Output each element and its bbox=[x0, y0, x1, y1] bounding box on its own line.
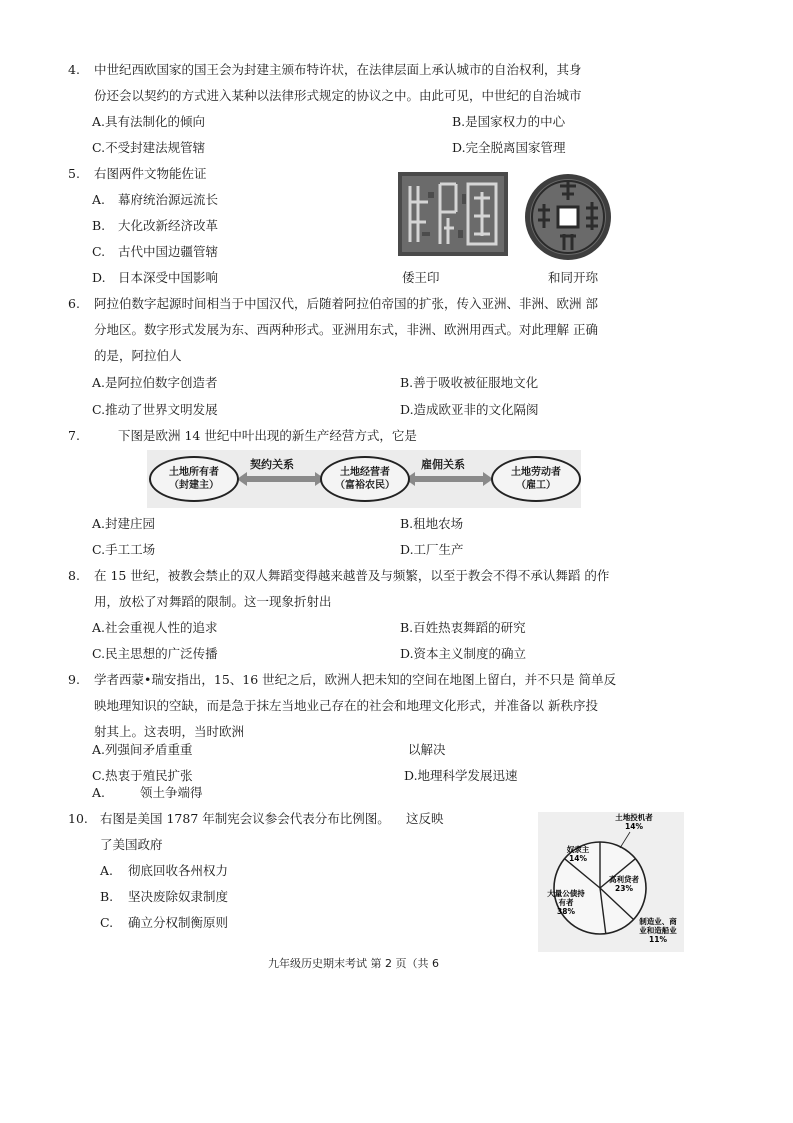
diagram-node-landowner: 土地所有者 （封建主） bbox=[149, 456, 239, 502]
pie-slice-label-4: 大量公债持有者 38% bbox=[547, 889, 585, 916]
option-d: D.造成欧亚非的文化隔阂 bbox=[400, 402, 539, 417]
option-a: A.列强间矛盾重重 bbox=[92, 742, 193, 757]
option-a: A.是阿拉伯数字创造者 bbox=[92, 375, 218, 390]
question-text: 中世纪西欧国家的国王会为封建主颁布特许状，在法律层面上承认城市的自治权利，其身 bbox=[94, 62, 582, 77]
question-text: 分地区。数字形式发展为东、西两种形式。亚洲用东式，非洲、欧洲用西式。对此理解 正确 bbox=[94, 322, 598, 337]
image-caption: 倭王印 bbox=[402, 270, 440, 285]
option-a2: 领土争端得 bbox=[140, 785, 203, 800]
question-text: 用，放松了对舞蹈的限制。这一现象折射出 bbox=[94, 594, 332, 609]
page-footer: 九年级历史期末考试 第 2 页（共 6 bbox=[268, 957, 439, 970]
option-c: 古代中国边疆管辖 bbox=[118, 244, 219, 259]
option-d-letter: D. bbox=[92, 270, 106, 285]
question-text: 学者西蒙•瑞安指出，15、16 世纪之后，欧洲人把未知的空间在地图上留白，并不只是 简单反 bbox=[94, 672, 617, 687]
question-text: 在 15 世纪，被教会禁止的双人舞蹈变得越来越普及与频繁，以至于教会不得不承认舞蹈 的作 bbox=[94, 568, 610, 583]
pie-chart bbox=[538, 812, 684, 952]
option-a: A.具有法制化的倾向 bbox=[92, 114, 206, 129]
option-b: 坚决废除奴隶制度 bbox=[128, 889, 229, 904]
pie-leader-line bbox=[620, 832, 630, 848]
option-a-letter: A. bbox=[92, 192, 106, 207]
option-a-letter: A. bbox=[100, 863, 114, 878]
diagram-node-laborer: 土地劳动者 （雇工） bbox=[491, 456, 581, 502]
question-text: 右图是美国 1787 年制宪会议参会代表分布比例图。 bbox=[100, 811, 390, 826]
relationship-diagram bbox=[147, 450, 581, 508]
question-text: 份还会以契约的方式进入某种以法律形式规定的协议之中。由此可见，中世纪的自治城市 bbox=[94, 88, 582, 103]
question-text: 的是，阿拉伯人 bbox=[94, 348, 182, 363]
coin-image bbox=[520, 172, 616, 262]
pie-slice-label-5: 奴隶主 14% bbox=[566, 845, 590, 863]
question-number: 8. bbox=[68, 568, 80, 583]
pie-slice-label-2: 高利贷者 23% bbox=[609, 875, 639, 893]
option-b-fragment: 以解决 bbox=[408, 742, 446, 757]
option-b: B.是国家权力的中心 bbox=[452, 114, 566, 129]
option-c: C.热衷于殖民扩张 bbox=[92, 768, 193, 783]
question-number: 10. bbox=[68, 811, 88, 826]
option-d: 日本深受中国影响 bbox=[118, 270, 219, 285]
diagram-label-employment: 雇佣关系 bbox=[421, 458, 465, 471]
question-text: 右图两件文物能佐证 bbox=[94, 166, 207, 181]
option-a: 幕府统治源远流长 bbox=[118, 192, 219, 207]
option-c: 确立分权制衡原则 bbox=[128, 915, 229, 930]
option-d: D.地理科学发展迅速 bbox=[404, 768, 518, 783]
question-text: 射其上。这表明，当时欧洲 bbox=[94, 724, 245, 739]
option-b: B.百姓热衷舞蹈的研究 bbox=[400, 620, 526, 635]
pie-slice-label-3: 制造业、商业和造船业 11% bbox=[639, 917, 677, 944]
option-a: A.封建庄园 bbox=[92, 516, 156, 531]
question-text: 下图是欧洲 14 世纪中叶出现的新生产经营方式，它是 bbox=[118, 428, 417, 443]
option-c-letter: C. bbox=[92, 244, 106, 259]
image-caption: 和同开珎 bbox=[548, 270, 599, 285]
question-text: 这反映 bbox=[406, 811, 444, 826]
question-number: 5. bbox=[68, 166, 80, 181]
option-c-letter: C. bbox=[100, 915, 114, 930]
option-d: D.完全脱离国家管理 bbox=[452, 140, 566, 155]
option-b: B.租地农场 bbox=[400, 516, 464, 531]
question-number: 9. bbox=[68, 672, 80, 687]
option-c: C.手工工场 bbox=[92, 542, 156, 557]
question-number: 7. bbox=[68, 428, 80, 443]
diagram-label-contract: 契约关系 bbox=[250, 458, 294, 471]
option-a2-letter: A. bbox=[92, 785, 106, 800]
option-a: 彻底回收各州权力 bbox=[128, 863, 229, 878]
option-d: D.工厂生产 bbox=[400, 542, 464, 557]
pie-slice-label-1: 土地投机者 14% bbox=[615, 813, 653, 831]
question-text: 阿拉伯数字起源时间相当于中国汉代，后随着阿拉伯帝国的扩张，传入亚洲、非洲、欧洲 部 bbox=[94, 296, 598, 311]
diagram-node-operator: 土地经营者 （富裕农民） bbox=[320, 456, 410, 502]
option-d: D.资本主义制度的确立 bbox=[400, 646, 527, 661]
question-number: 4. bbox=[68, 62, 80, 77]
question-text: 映地理知识的空缺，而是急于抹左当地业己存在的社会和地理文化形式，并准备以 新秩序投 bbox=[94, 698, 598, 713]
option-c: C.民主思想的广泛传播 bbox=[92, 646, 218, 661]
question-text: 了美国政府 bbox=[100, 837, 163, 852]
option-b: 大化改新经济改革 bbox=[118, 218, 219, 233]
option-b-letter: B. bbox=[92, 218, 106, 233]
option-c: C.推动了世界文明发展 bbox=[92, 402, 218, 417]
option-c: C.不受封建法规管辖 bbox=[92, 140, 206, 155]
seal-image bbox=[398, 172, 508, 256]
option-b-letter: B. bbox=[100, 889, 114, 904]
option-b: B.善于吸收被征服地文化 bbox=[400, 375, 539, 390]
option-a: A.社会重视人性的追求 bbox=[92, 620, 218, 635]
pie-chart-svg bbox=[538, 812, 684, 952]
question-number: 6. bbox=[68, 296, 80, 311]
